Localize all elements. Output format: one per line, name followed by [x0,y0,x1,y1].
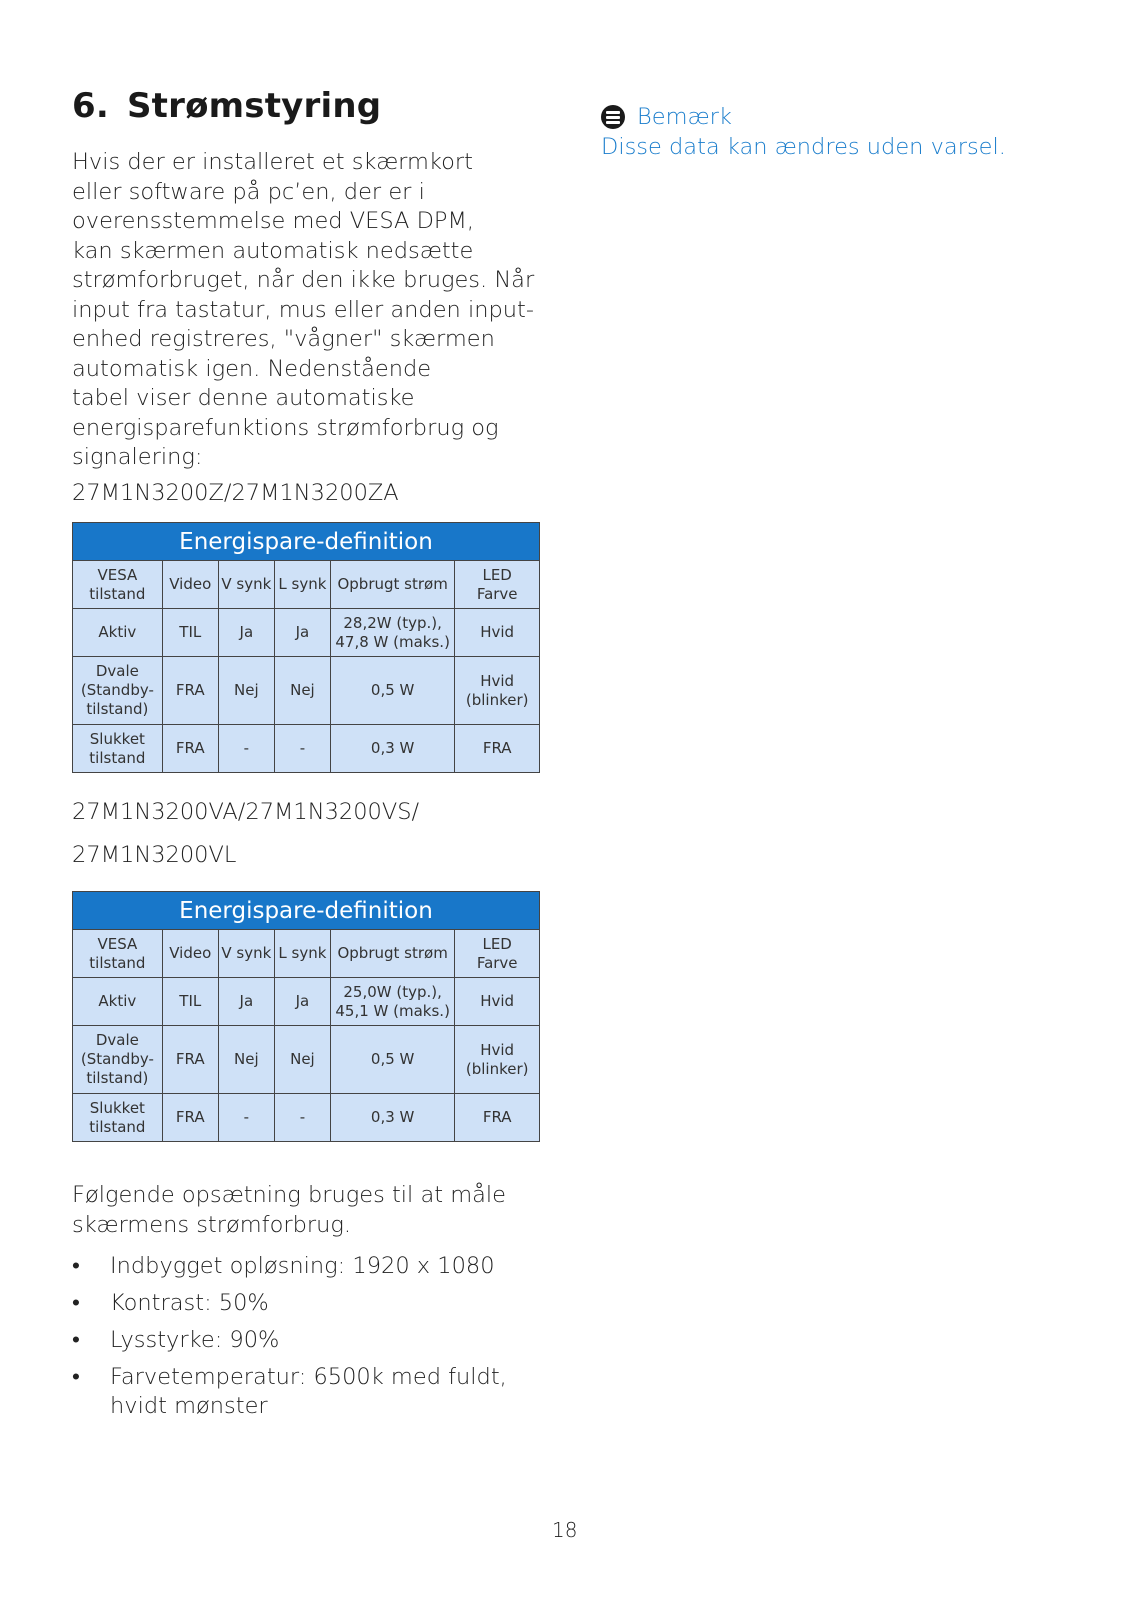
cell-text: Nej [234,681,259,699]
table-cell [274,609,330,657]
cell-text: LED [482,934,512,953]
table-cell [455,657,540,725]
cell-text: Aktiv [98,992,137,1010]
cell-text: FRA [175,1108,205,1126]
table-row [73,725,540,773]
table-cell [274,978,330,1026]
cell-text: L synk [278,575,327,593]
intro-line: energisparefunktions strømforbrug og [72,414,499,441]
cell-text: - [299,739,306,757]
table-cell [455,609,540,657]
cell-text: 25,0W (typ.), [343,982,442,1001]
table-cell [162,1094,218,1142]
column-header [455,930,540,978]
list-item-text: Indbygget opløsning: 1920 x 1080 [110,1253,495,1279]
list-item [72,1326,507,1355]
table-cell [73,1094,163,1142]
column-header [274,561,330,609]
cell-text: tilstand [89,584,146,603]
cell-text: FRA [175,681,205,699]
column-header [330,561,454,609]
cell-text: - [299,1108,306,1126]
cell-text: - [243,739,250,757]
cell-text: (blinker) [465,1059,529,1078]
column-header [218,561,274,609]
cell-text: tilstand) [86,700,149,718]
intro-line: tabel viser denne automatiske [72,385,415,411]
table-title: Energispare-definition [73,523,540,561]
table-cell [162,978,218,1026]
cell-text: VESA [97,934,138,953]
cell-text: Ja [295,623,310,641]
column-header [162,930,218,978]
cell-text: LED [482,565,512,584]
cell-text: TIL [179,992,202,1010]
intro-line: automatisk igen. Nedenstående [72,355,432,382]
column-header [455,561,540,609]
cell-text: Hvid [480,623,515,641]
list-item-text: Farvetemperatur: 6500k med fuldt, [110,1364,507,1390]
cell-text: Video [169,575,212,593]
table-cell [218,725,274,773]
table-row [73,1026,540,1094]
intro-line: input fra tastatur, mus eller anden input- [72,296,534,323]
cell-text: V synk [221,944,272,962]
cell-text: FRA [175,739,205,757]
table-cell [218,1026,274,1094]
measurement-paragraph [72,1181,506,1240]
intro-line: strømforbruget, når den ikke bruges. Når [72,267,535,293]
table-cell [330,609,454,657]
table-cell [162,609,218,657]
column-header [73,930,163,978]
cell-text: 45,1 W (maks.) [335,1001,450,1020]
table-cell [218,1094,274,1142]
table-cell [73,978,163,1026]
cell-text: 0,5 W [370,681,415,699]
cell-text: (blinker) [465,690,529,709]
cell-text: - [243,1108,250,1126]
measurement-line: Følgende opsætning bruges til at måle [72,1182,507,1208]
cell-text: FRA [482,1108,512,1126]
bullet-icon: • [72,1364,80,1390]
intro-line: overensstemmelse med VESA DPM, [72,208,475,234]
bullet-icon: • [72,1327,80,1353]
cell-text: V synk [221,575,272,593]
table-cell [162,725,218,773]
table-cell [162,657,218,725]
cell-text: tilstand) [86,1069,149,1087]
cell-text: Ja [295,992,310,1010]
bullet-icon: • [72,1290,80,1316]
cell-text: 47,8 W (maks.) [335,632,450,651]
list-item [72,1289,507,1318]
cell-text: TIL [179,623,202,641]
column-header [218,930,274,978]
measurement-line: skærmens strømforbrug. [72,1211,352,1238]
table-row [73,657,540,725]
table-cell [73,725,163,773]
cell-text: Nej [290,681,315,699]
cell-text: L synk [278,944,327,962]
cell-text: VESA [97,565,138,584]
cell-text: Opbrugt strøm [337,575,448,593]
list-item [72,1363,507,1421]
table-cell [73,657,163,725]
table-cell [455,1026,540,1094]
table-cell [455,1094,540,1142]
cell-text: Ja [239,623,254,641]
table-cell [274,1026,330,1094]
cell-text: Slukket [89,729,145,748]
list-item-text: hvidt mønster [110,1393,268,1419]
cell-text: (Standby- [80,681,154,699]
list-item [72,1252,507,1281]
table-cell [73,609,163,657]
model-label: 27M1N3200Z/27M1N3200ZA [72,480,399,506]
table-cell [218,609,274,657]
cell-text: FRA [175,1050,205,1068]
table-cell [218,978,274,1026]
intro-line: Hvis der er installeret et skærmkort [72,149,474,175]
cell-text: Hvid [480,1040,515,1059]
note-box [601,102,1006,162]
cell-text: Hvid [480,671,515,690]
spec-list [72,1252,507,1429]
model-label: 27M1N3200VL [72,842,237,868]
cell-text: tilstand [89,1117,146,1136]
intro-line: eller software på pc’en, der er i [72,178,425,205]
cell-text: Video [169,944,212,962]
table-cell [162,1026,218,1094]
note-label: Bemærk [637,104,732,130]
table-title: Energispare-definition [73,892,540,930]
section-heading [72,86,381,126]
energy-table [72,522,540,773]
cell-text: Opbrugt strøm [337,944,448,962]
table-cell [455,725,540,773]
section-number: 6. [72,86,109,126]
cell-text: Farve [476,953,518,972]
energy-table [72,891,540,1142]
column-header [73,561,163,609]
table-cell [455,978,540,1026]
note-icon [601,105,625,129]
table-cell [274,657,330,725]
cell-text: FRA [482,739,512,757]
intro-paragraph [72,148,542,473]
cell-text: Nej [234,1050,259,1068]
column-header [274,930,330,978]
table-cell [73,1026,163,1094]
cell-text: tilstand [89,748,146,767]
intro-line: kan skærmen automatisk nedsætte [72,237,474,264]
table-row [73,978,540,1026]
table-cell [330,1094,454,1142]
cell-text: tilstand [89,953,146,972]
column-header [162,561,218,609]
list-item-text: Kontrast: 50% [110,1290,269,1316]
cell-text: Ja [239,992,254,1010]
table-row [73,1094,540,1142]
table-header-row [73,930,540,978]
column-header [330,930,454,978]
page-number: 18 [552,1518,578,1542]
cell-text: Hvid [480,992,515,1010]
cell-text: Aktiv [98,623,137,641]
table-cell [330,657,454,725]
table-cell [330,1026,454,1094]
list-item-text: Lysstyrke: 90% [110,1327,280,1353]
cell-text: 0,3 W [370,739,415,757]
cell-text: Nej [290,1050,315,1068]
cell-text: Farve [476,584,518,603]
table-row [73,609,540,657]
cell-text: 0,3 W [370,1108,415,1126]
note-text: Disse data kan ændres uden varsel. [601,134,1006,160]
table-cell [274,725,330,773]
table-cell [330,725,454,773]
section-title: Strømstyring [126,86,382,126]
intro-line: signalering: [72,444,203,470]
cell-text: Slukket [89,1098,145,1117]
intro-line: enhed registreres, "vågner" skærmen [72,326,495,352]
table-cell [218,657,274,725]
cell-text: Dvale [95,1031,139,1049]
cell-text: 28,2W (typ.), [343,613,442,632]
cell-text: Dvale [95,662,139,680]
table-cell [274,1094,330,1142]
bullet-icon: • [72,1253,80,1279]
cell-text: (Standby- [80,1050,154,1068]
cell-text: 0,5 W [370,1050,415,1068]
model-label: 27M1N3200VA/27M1N3200VS/ [72,799,420,825]
table-cell [330,978,454,1026]
table-header-row [73,561,540,609]
